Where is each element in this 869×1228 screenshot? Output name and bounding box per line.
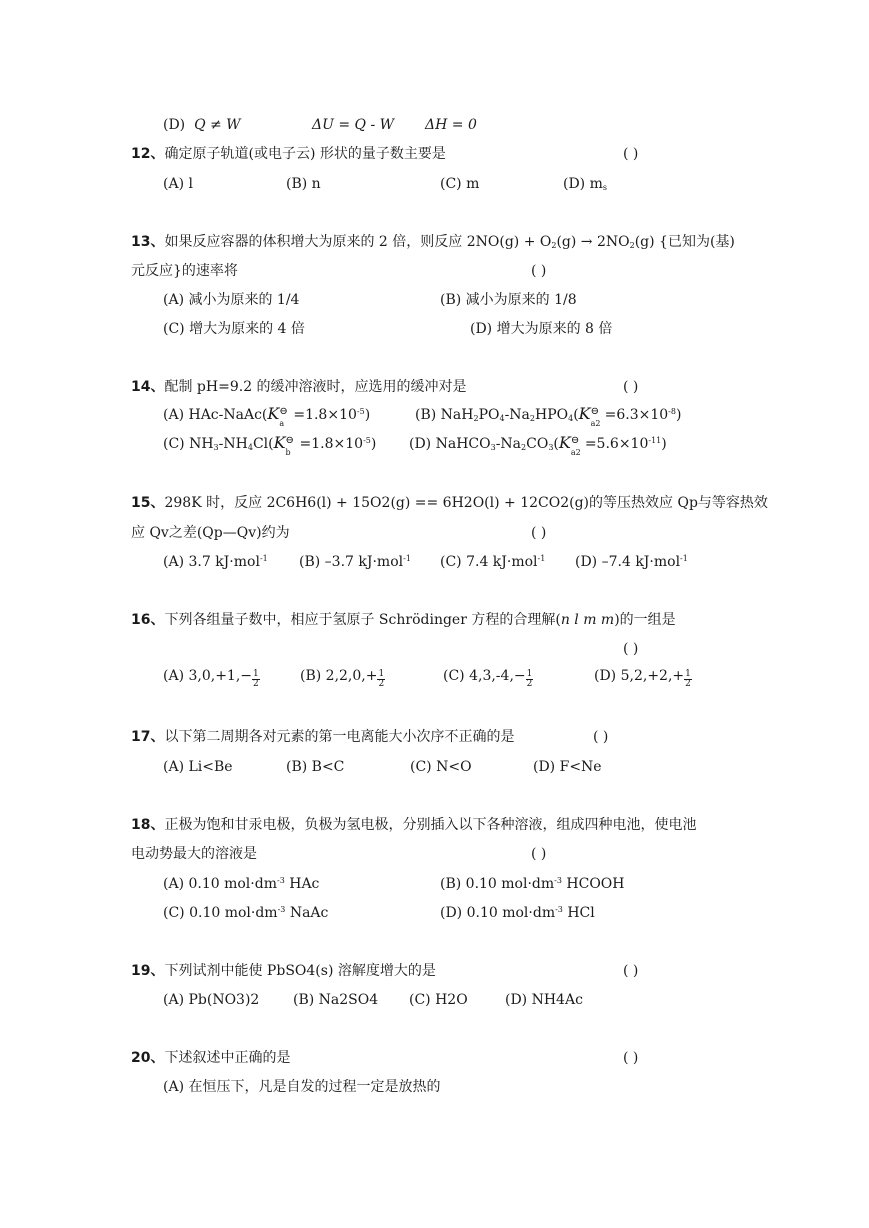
q15-option-d: (D) –7.4 kJ·mol$^{-1}$: [575, 554, 688, 570]
q14-option-b: (B) $NaH_2PO_4-Na_2HPO_4(K$ ⊖ a2 $=6.3\times 10^{-8}$): [415, 404, 682, 428]
q18-option-b: (B) 0.10 $mol\cdot dm^{-3}$ HCOOH: [440, 876, 625, 892]
q16-stem: 16、下列各组量子数中，相应于氢原子 Schrödinger 方程的合理解(n l m m)的一组是: [131, 612, 676, 628]
q18-stem: 18、正极为饱和甘汞电极，负极为氢电极，分别插入以下各种溶液，组成四种电池，使电池: [131, 817, 697, 833]
q12-answer-blank: ( ): [623, 146, 639, 162]
q12-option-a: (A) l: [163, 176, 193, 192]
q13-stem-line2: 元反应}的速率将: [131, 263, 238, 279]
q13-option-d: (D) 增大为原来的 8 倍: [470, 321, 613, 337]
q16-option-d: (D) 5,2,+2,+ $\frac{1}{2}$: [594, 668, 691, 689]
q13-option-b: (B) 减小为原来的 1/8: [440, 292, 577, 308]
q11-option-d: (D) Q ≠ W: [163, 117, 241, 133]
q18-option-c: (C) 0.10 $mol\cdot dm^{-3}$ NaAc: [163, 905, 329, 921]
q16-option-b: (B) 2,2,0,+ $\frac{1}{2}$: [300, 668, 385, 689]
q11-option-d-part2: ΔU = Q - W: [312, 117, 395, 133]
q15-option-c: (C) 7.4 kJ·mol$^{-1}$: [440, 554, 546, 570]
q20-stem: 20、下述叙述中正确的是: [131, 1050, 291, 1066]
q18-option-d: (D) 0.10 $mol\cdot dm^{-3}$ HCl: [440, 905, 595, 921]
q13-stem: 13、如果反应容器的体积增大为原来的 2 倍，则反应 $2NO(g) + O_2(g) \to 2NO_2(g)$ {已知为(基): [131, 234, 735, 250]
q12-option-c: (C) m: [440, 176, 480, 192]
q15-answer-blank: ( ): [531, 525, 547, 541]
q12-option-d: (D) $m_s$: [563, 176, 607, 192]
q15-option-b: (B) –3.7 kJ·mol$^{-1}$: [299, 554, 411, 570]
q19-option-c: (C) H2O: [409, 992, 468, 1008]
q16-answer-blank: ( ): [623, 641, 639, 657]
q14-option-c: (C) $NH_3-NH_4Cl(K$ ⊖ b $=1.8\times 10^{-5}$): [163, 433, 377, 457]
q15-stem-line2: 应 Qv之差(Qp—Qv)约为: [131, 525, 290, 541]
q17-option-b: (B) B<C: [286, 759, 345, 775]
q15-stem: 15、298K 时，反应 2C6H6(l) + 15O2(g) == 6H2O(l) + 12CO2(g)的等压热效应 Qp与等容热效: [131, 495, 768, 511]
q13-answer-blank: ( ): [531, 263, 547, 279]
q19-option-b: (B) Na2SO4: [293, 992, 379, 1008]
q14-answer-blank: ( ): [623, 379, 639, 395]
q16-option-c: (C) 4,3,-4,− $\frac{1}{2}$: [443, 668, 533, 689]
q11-option-d-part3: ΔH = 0: [425, 117, 477, 133]
q14-stem: 14、配制 pH=9.2 的缓冲溶液时，应选用的缓冲对是: [131, 379, 467, 395]
q19-stem: 19、下列试剂中能使 PbSO4(s) 溶解度增大的是: [131, 963, 436, 979]
q17-answer-blank: ( ): [593, 729, 609, 745]
q14-option-a: (A) HAc-NaAc(K ⊖ a $=1.8\times 10^{-5}$): [163, 404, 371, 428]
q14-option-d: (D) $NaHCO_3-Na_2CO_3(K$ ⊖ a2 $=5.6\times 10^{-11}$): [409, 433, 667, 457]
q12-stem: 12、确定原子轨道(或电子云) 形状的量子数主要是: [131, 146, 446, 162]
q13-option-a: (A) 减小为原来的 1/4: [163, 292, 300, 308]
q17-option-a: (A) Li<Be: [163, 759, 233, 775]
q19-answer-blank: ( ): [623, 963, 639, 979]
q16-option-a: (A) 3,0,+1,− $\frac{1}{2}$: [163, 668, 259, 689]
q15-option-a: (A) 3.7 kJ·mol$^{-1}$: [163, 554, 268, 570]
q13-option-c: (C) 增大为原来的 4 倍: [163, 321, 305, 337]
q17-option-c: (C) N<O: [410, 759, 472, 775]
q19-option-a: (A) Pb(NO3)2: [163, 992, 260, 1008]
q17-option-d: (D) F<Ne: [533, 759, 602, 775]
q20-option-a: (A) 在恒压下，凡是自发的过程一定是放热的: [163, 1079, 441, 1095]
q19-option-d: (D) NH4Ac: [505, 992, 583, 1008]
q18-option-a: (A) 0.10 $mol\cdot dm^{-3}$ HAc: [163, 876, 320, 892]
q20-answer-blank: ( ): [623, 1050, 639, 1066]
q17-stem: 17、以下第二周期各对元素的第一电离能大小次序不正确的是: [131, 729, 515, 745]
q12-option-b: (B) n: [286, 176, 321, 192]
q18-answer-blank: ( ): [531, 846, 547, 862]
q18-stem-line2: 电动势最大的溶液是: [131, 846, 257, 862]
